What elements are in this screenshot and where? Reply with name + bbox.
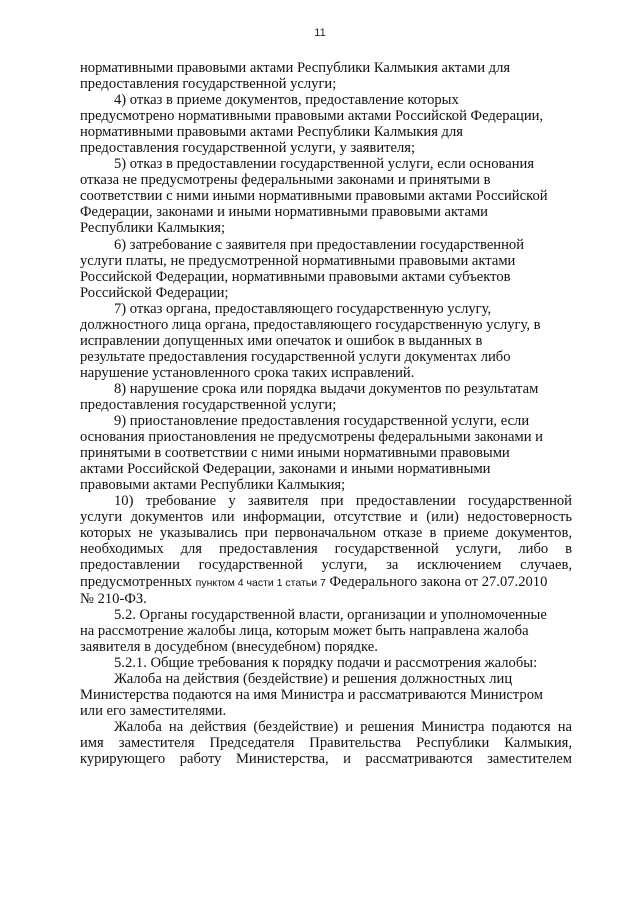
text-line: 5.2.1. Общие требования к порядку подачи и рассмотрения жалобы: xyxy=(114,654,538,671)
text-line: должностного лица органа, предоставляющего государственную услугу, в xyxy=(80,316,541,333)
text-line: услуги платы, не предусмотренной нормативными правовыми актами xyxy=(80,252,516,269)
text-line: курирующего работу Министерства, и рассматриваются заместителем xyxy=(80,751,572,768)
text-line: Жалоба на действия (бездействие) и решения Министра подаются на xyxy=(114,718,572,735)
page-number: 11 xyxy=(314,27,326,39)
text-line: Федерального закона от 27.07.2010 xyxy=(329,573,548,590)
text-line: необходимых для предоставления государственной услуги, либо в xyxy=(80,541,572,558)
paragraph-item-4 xyxy=(80,92,572,156)
paragraph-item-10 xyxy=(80,493,572,573)
text-line: предоставлении государственной услуги, за исключением случаев, xyxy=(80,557,572,574)
text-line: или его заместителями. xyxy=(80,702,227,719)
paragraph-item-6 xyxy=(80,237,572,301)
text-line: нормативными правовыми актами Республики Калмыкия для xyxy=(80,124,463,141)
text-line: № 210-ФЗ. xyxy=(80,590,147,607)
text-line: 10) требование у заявителя при предоставлении государственной xyxy=(114,493,572,510)
text-line: предусмотренных xyxy=(80,573,192,590)
text-line: предоставления государственной услуги; xyxy=(80,396,337,413)
text-line: результате предоставления государственной услуги документах либо xyxy=(80,348,511,365)
text-line: исправлении допущенных ими опечаток и ошибок в выданных в xyxy=(80,332,483,349)
text-line: Федерации, законами и иными нормативными правовыми актами xyxy=(80,204,488,221)
text-line: на рассмотрение жалобы лица, которым может быть направлена жалоба xyxy=(80,622,529,639)
text-line: основания приостановления не предусмотрены федеральными законами и xyxy=(80,429,543,446)
text-line: 6) затребование с заявителя при предоставлении государственной xyxy=(114,236,525,253)
text-line: Российской Федерации, нормативными правовыми актами субъектов xyxy=(80,268,511,285)
section-5-2 xyxy=(80,607,572,655)
text-line: 8) нарушение срока или порядка выдачи документов по результатам xyxy=(114,380,539,397)
text-line: заявителя в досудебном (внесудебном) порядке. xyxy=(80,638,378,655)
text-line: предоставления государственной услуги, у заявителя; xyxy=(80,140,416,157)
text-line: 5.2. Органы государственной власти, организации и уполномоченные xyxy=(114,606,547,623)
text-line: Жалоба на действия (бездействие) и решения должностных лиц xyxy=(114,670,513,687)
text-line: Министерства подаются на имя Министра и рассматриваются Министром xyxy=(80,686,543,703)
law-reference-small: пунктом 4 части 1 статьи 7 xyxy=(195,576,326,589)
text-line: Российской Федерации; xyxy=(80,284,229,301)
text-line: 7) отказ органа, предоставляющего государственную услугу, xyxy=(114,300,492,317)
text-line: отказа не предусмотрены федеральными законами и принятыми в xyxy=(80,172,491,189)
text-line: 4) отказ в приеме документов, предоставление которых xyxy=(114,92,459,109)
paragraph-complaint-officials xyxy=(80,671,572,719)
text-line: предусмотрено нормативными правовыми актами Российской Федерации, xyxy=(80,108,544,125)
text-line: 5) отказ в предоставлении государственной услуги, если основания xyxy=(114,156,535,173)
text-line: соответствии с ними иными нормативными правовыми актами Российской xyxy=(80,188,548,205)
paragraph-continued xyxy=(80,60,572,92)
document-body xyxy=(80,60,572,767)
paragraph-item-5 xyxy=(80,156,572,236)
text-line: имя заместителя Председателя Правительства Республики Калмыкия, xyxy=(80,734,572,751)
section-5-2-1 xyxy=(80,655,572,671)
text-line: актами Российской Федерации, законами и иными нормативными xyxy=(80,461,491,478)
paragraph-item-9 xyxy=(80,413,572,493)
text-line: 9) приостановление предоставления государственной услуги, если xyxy=(114,413,530,430)
text-line: нарушение установленного срока таких исправлений. xyxy=(80,364,415,381)
text-line: предоставления государственной услуги; xyxy=(80,76,337,93)
paragraph-item-10-end xyxy=(80,574,572,607)
text-line: правовыми актами Республики Калмыкия; xyxy=(80,477,346,494)
text-line: нормативными правовыми актами Республики Калмыкия актами для xyxy=(80,60,511,76)
paragraph-item-8 xyxy=(80,381,572,413)
paragraph-item-7 xyxy=(80,301,572,381)
text-line: принятыми в соответствии с ними иными нормативными правовыми xyxy=(80,445,510,462)
text-line: которых не указывались при первоначальном отказе в приеме документов, xyxy=(80,525,572,542)
text-line: услуги документов или информации, отсутствие и (или) недостоверность xyxy=(80,509,572,526)
text-line: Республики Калмыкия; xyxy=(80,220,225,237)
paragraph-complaint-minister xyxy=(80,719,572,767)
